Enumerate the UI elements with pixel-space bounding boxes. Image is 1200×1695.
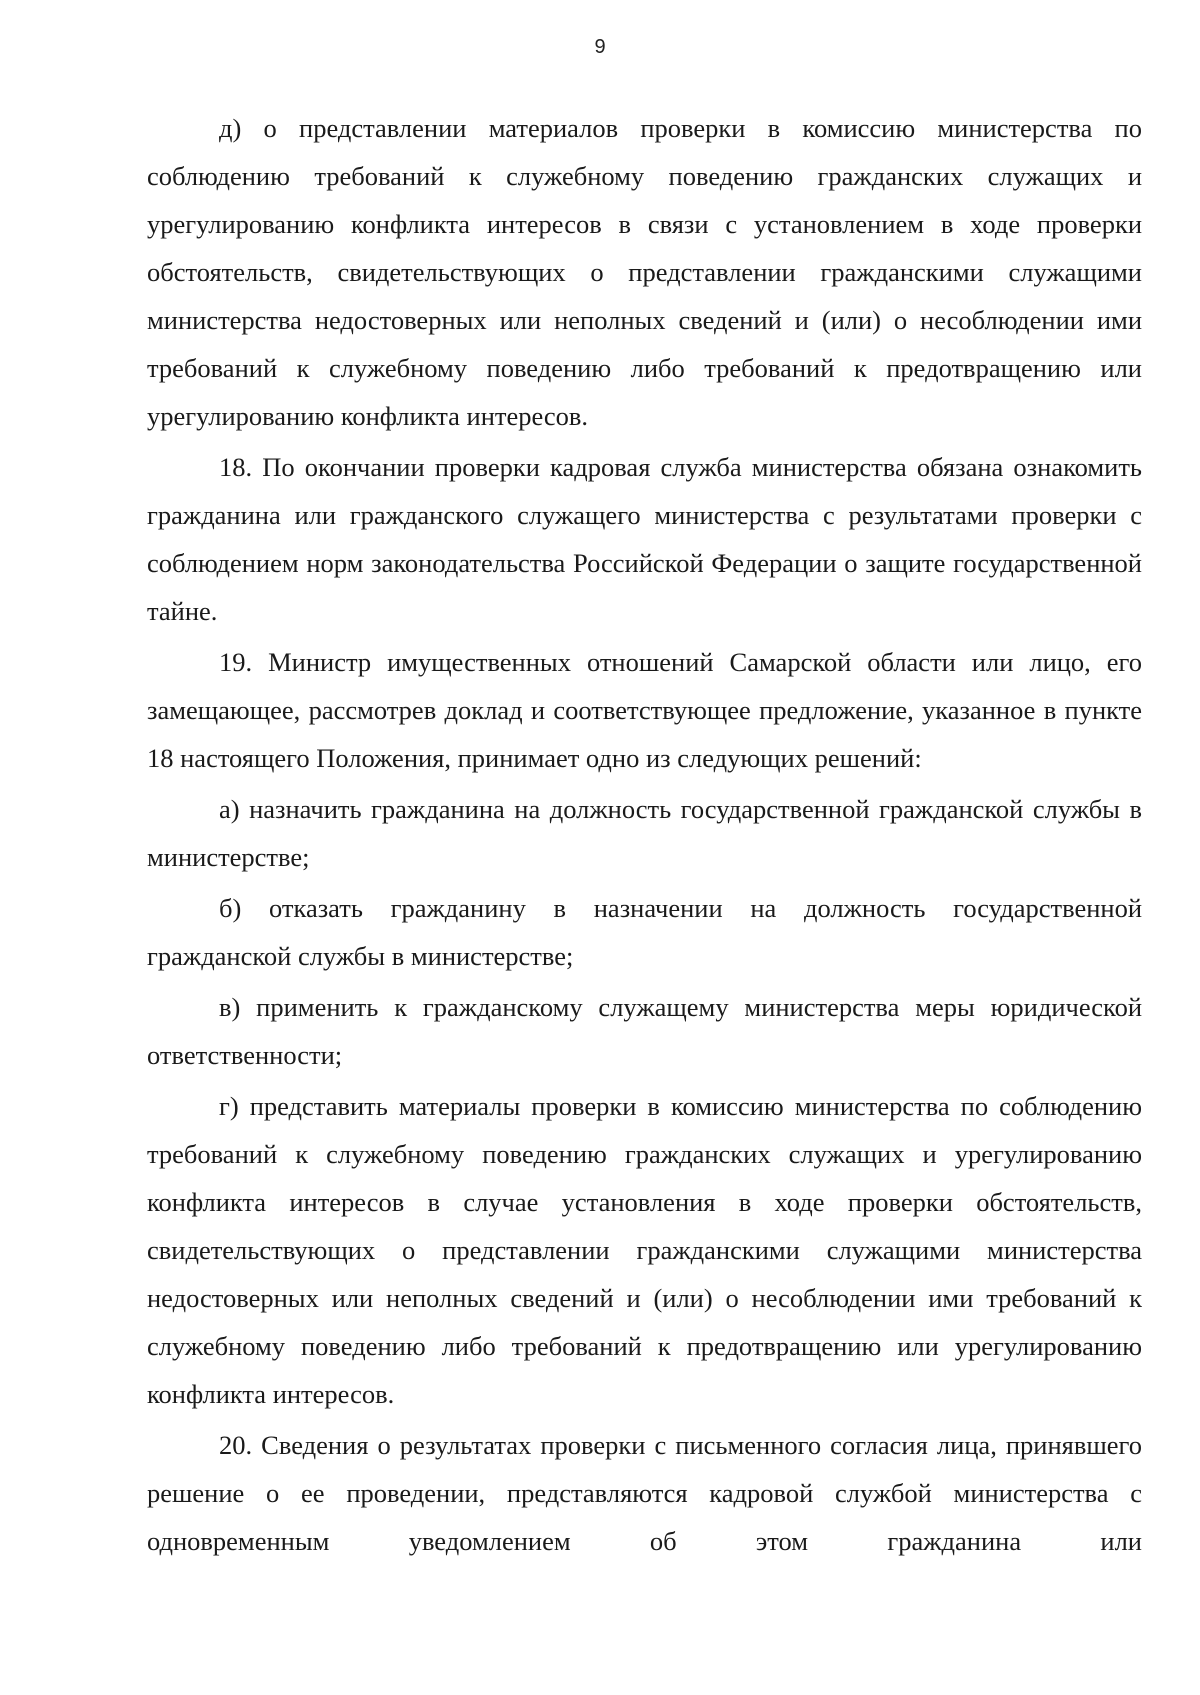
- paragraph-19-g: г) представить материалы проверки в комиссию министерства по соблюдению требований к служебному поведению гражданских служащих и урегулированию конфликта интересов в случае установления в ходе проверки обстоятельств, свидетельствующих о представлении гражданскими служащими министерства недостоверных или неполных сведений и (или) о несоблюдении ими требований к служебному поведению либо требований к предотвращению или урегулированию конфликта интересов.: [147, 1091, 1142, 1409]
- paragraph-19-v: в) применить к гражданскому служащему министерства меры юридической ответственности;: [147, 992, 1142, 1070]
- paragraph-19-a: а) назначить гражданина на должность государственной гражданской службы в министерстве;: [147, 794, 1142, 872]
- page-number: 9: [594, 36, 606, 58]
- paragraph-d-materials-to-commission: д) о представлении материалов проверки в комиссию министерства по соблюдению требований к служебному поведению гражданских служащих и урегулированию конфликта интересов в связи с установлением в ходе проверки обстоятельств, свидетельствующих о представлении гражданскими служащими министерства недостоверных или неполных сведений и (или) о несоблюдении ими требований к служебному поведению либо требований к предотвращению или урегулированию конфликта интересов.: [147, 113, 1142, 431]
- paragraph-20: 20. Сведения о результатах проверки с письменного согласия лица, принявшего решение о ее проведении, представляются кадровой службой министерства с одновременным уведомлением об этом гражданина или: [147, 1430, 1142, 1556]
- document-body: [147, 104, 1142, 1568]
- paragraph-19: 19. Министр имущественных отношений Самарской области или лицо, его замещающее, рассмотрев доклад и соответствующее предложение, указанное в пункте 18 настоящего Положения, принимает одно из следующих решений:: [147, 647, 1142, 773]
- paragraph-18: 18. По окончании проверки кадровая служба министерства обязана ознакомить гражданина или гражданского служащего министерства с результатами проверки с соблюдением норм законодательства Российской Федерации о защите государственной тайне.: [147, 452, 1142, 626]
- paragraph-19-b: б) отказать гражданину в назначении на должность государственной гражданской службы в министерстве;: [147, 893, 1142, 971]
